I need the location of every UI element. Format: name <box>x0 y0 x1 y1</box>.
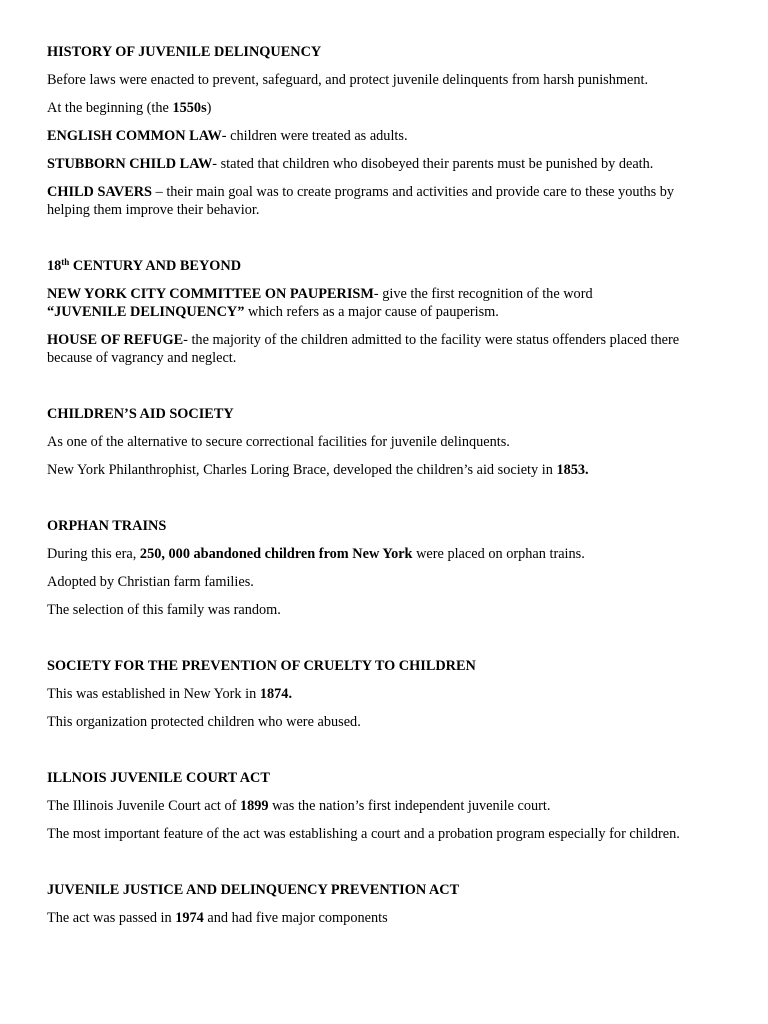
section-spacer <box>47 229 719 257</box>
document-page <box>47 43 719 937</box>
paragraph-orphan-era <box>47 545 719 563</box>
text-run: was the nation’s first independent juvenile court. <box>268 798 551 814</box>
text-run: were placed on orphan trains. <box>412 546 585 562</box>
bold-term: “JUVENILE DELINQUENCY” <box>47 304 245 320</box>
heading-number: 18 <box>47 258 62 274</box>
bold-year: 1899 <box>239 798 269 814</box>
paragraph-pauperism-committee <box>47 285 719 321</box>
bold-term: STUBBORN CHILD LAW <box>47 156 213 172</box>
heading-text: CENTURY AND BEYOND <box>69 258 242 274</box>
heading-superscript: th <box>61 257 70 267</box>
bold-year: 1874. <box>259 686 293 702</box>
section-spacer <box>47 377 719 405</box>
text-run: ) <box>206 100 212 116</box>
section-heading-jjdp-act: JUVENILE JUSTICE AND DELINQUENCY PREVENTION ACT <box>47 882 460 898</box>
paragraph-important-feature: The most important feature of the act was establishing a court and a probation program especially for children. <box>47 826 680 842</box>
section-spacer <box>47 741 719 769</box>
paragraph-stubborn-child-law <box>47 155 719 173</box>
text-run: - give the first recognition of the word <box>373 286 593 302</box>
text-run: - the majority of the children admitted to the facility were status offenders placed there because of vagrancy and neglect. <box>47 332 680 366</box>
bold-term: CHILD SAVERS <box>47 184 153 200</box>
paragraph-alternative: As one of the alternative to secure correctional facilities for juvenile delinquents. <box>47 434 510 450</box>
paragraph-history-intro: Before laws were enacted to prevent, safeguard, and protect juvenile delinquents from harsh punishment. <box>47 72 649 88</box>
paragraph-english-common-law <box>47 127 719 145</box>
section-spacer <box>47 489 719 517</box>
text-run: New York Philanthrophist, Charles Loring Brace, developed the children’s aid society in <box>47 462 557 478</box>
paragraph-house-of-refuge <box>47 331 719 367</box>
text-run: This was established in New York in <box>47 686 260 702</box>
section-heading-spcc: SOCIETY FOR THE PREVENTION OF CRUELTY TO CHILDREN <box>47 658 476 674</box>
paragraph-illinois-1899 <box>47 797 719 815</box>
paragraph-adopted: Adopted by Christian farm families. <box>47 574 254 590</box>
bold-year: 1974 <box>175 910 204 926</box>
paragraph-selection: The selection of this family was random. <box>47 602 281 618</box>
text-run: and had five major components <box>203 910 388 926</box>
section-spacer <box>47 853 719 881</box>
paragraph-established <box>47 685 719 703</box>
bold-year: 1550s <box>172 100 207 116</box>
section-heading-childrens-aid: CHILDREN’S AID SOCIETY <box>47 406 234 422</box>
text-run: - stated that children who disobeyed their parents must be punished by death. <box>212 156 654 172</box>
bold-year: 1853. <box>556 462 589 478</box>
text-run: At the beginning (the <box>47 100 173 116</box>
paragraph-beginning <box>47 99 719 117</box>
section-heading-orphan-trains: ORPHAN TRAINS <box>47 518 167 534</box>
section-heading-juvenile-court-act: ILLNOIS JUVENILE COURT ACT <box>47 770 270 786</box>
text-run: During this era, <box>47 546 140 562</box>
paragraph-brace <box>47 461 719 479</box>
bold-term: 250, 000 abandoned children from New York <box>139 546 413 562</box>
text-run: The act was passed in <box>47 910 176 926</box>
text-run: – their main goal was to create programs and activities and provide care to these youths by helping them improve their behavior. <box>47 184 675 218</box>
paragraph-child-savers <box>47 183 719 219</box>
bold-term: HOUSE OF REFUGE <box>47 332 184 348</box>
text-run: The Illinois Juvenile Court act of <box>47 798 240 814</box>
section-heading-18th-century <box>47 257 719 275</box>
text-run: which refers as a major cause of pauperism. <box>244 304 499 320</box>
bold-term: ENGLISH COMMON LAW <box>47 128 222 144</box>
paragraph-act-passed <box>47 909 719 927</box>
section-heading-history: HISTORY OF JUVENILE DELINQUENCY <box>47 44 322 60</box>
paragraph-protected: This organization protected children who were abused. <box>47 714 361 730</box>
text-run: - children were treated as adults. <box>221 128 408 144</box>
section-spacer <box>47 629 719 657</box>
bold-term: NEW YORK CITY COMMITTEE ON PAUPERISM <box>47 286 374 302</box>
